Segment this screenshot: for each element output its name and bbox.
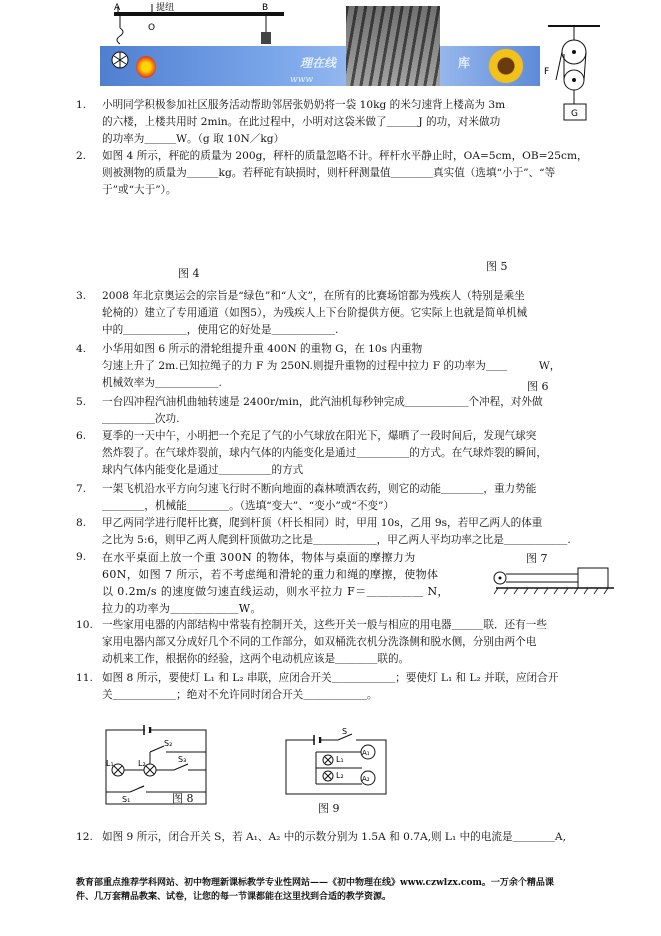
question-number: 6. — [76, 430, 87, 442]
circuit8-label-l2: L₂ — [138, 759, 146, 768]
question-6 — [76, 428, 596, 479]
question-8 — [76, 515, 596, 549]
question-number: 1. — [76, 99, 87, 111]
question-line: 一些家用电器的内部结构中常装有控制开关，这些开关一般与相应的用电器＿＿＿联．还有一些 — [102, 619, 547, 631]
question-line: ＿＿＿＿，机械能＿＿＿＿。（选填“变大”、“变小”或“不变”） — [102, 500, 395, 512]
caption-fig4: 图 4 — [178, 267, 200, 280]
banner-text-1: 理在线 — [300, 56, 337, 70]
question-number: 2. — [76, 150, 87, 162]
figure-4-steelyard — [100, 0, 290, 72]
question-number: 10. — [76, 619, 93, 631]
question-line: 动机来工作，根据你的经验，这两个电动机应该是＿＿＿＿联的。 — [102, 653, 410, 665]
question-number: 9. — [76, 551, 87, 563]
sunflower-image — [484, 48, 528, 84]
question-line: 一台四冲程汽油机曲轴转速是 2400r/min，此汽油机每秒钟完成＿＿＿＿＿＿个冲程，对外做 — [102, 396, 543, 408]
circuit9-label-s: S — [342, 727, 348, 736]
caption-fig9: 图 9 — [318, 802, 340, 815]
question-3 — [76, 288, 596, 339]
question-line: 甲乙两同学进行爬杆比赛，爬到杆顶（杆长相同）时，甲用 10s，乙用 9s，若甲乙两人的体重 — [102, 517, 543, 529]
figure-5-ramp-photo — [346, 6, 440, 86]
question-line: 的六楼，上楼共用时 2min。在此过程中，小明对这袋米做了＿＿＿J 的功，对米做功 — [102, 116, 501, 128]
circuit9-label-l2: L₂ — [336, 771, 344, 780]
circuit9-label-a2: A₂ — [362, 775, 370, 783]
question-line: 60N，如图 7 所示，若不考虑绳和滑轮的重力和绳的摩擦，使物体 — [102, 568, 439, 581]
question-line: 于”或“大于”）。 — [102, 184, 177, 196]
question-line: 夏季的一天中午，小明把一个充足了气的小气球放在阳光下，爆晒了一段时间后，发现气球突 — [102, 430, 537, 442]
caption-fig6: 图 6 — [527, 380, 549, 393]
question-2 — [76, 148, 596, 199]
figure-8-circuit — [100, 722, 212, 810]
question-line: 小明同学积极参加社区服务活动帮助邻居张奶奶将一袋 10kg 的米匀速背上楼高为 3m — [102, 99, 506, 111]
question-line: 然炸裂了。在气球炸裂前，球内气体的内能变化是通过＿＿＿＿＿的方式。在气球炸裂的瞬间， — [102, 447, 547, 459]
banner-text-www: www — [290, 75, 314, 85]
footer-line: 件、几万套精品教案、试卷，让您的每一节课都能在这里找到合适的教学资源。 — [76, 892, 392, 902]
question-line: 如图 8 所示，要使灯 L₁ 和 L₂ 串联，应闭合开关＿＿＿＿＿＿；要使灯 L₁ 和 L₂ 并联，应闭合开 — [102, 672, 559, 684]
lever-label-knob: 提纽 — [156, 3, 175, 13]
circuit8-label-s1: S₁ — [122, 795, 131, 804]
question-number: 8. — [76, 517, 87, 529]
circuit8-label-s3: S₃ — [178, 755, 187, 764]
figure-7-pulley-table — [486, 566, 616, 606]
question-line: 如图 9 所示，闭合开关 S，若 A₁、A₂ 中的示数分别为 1.5A 和 0.7A,则 L₁ 中的电流是＿＿＿＿A, — [102, 831, 566, 843]
pulley-label-g: G — [571, 109, 578, 119]
pulley-label-f: F — [544, 67, 550, 77]
lever-label-b: B — [262, 3, 269, 13]
question-line: 的功率为＿＿＿W。（g 取 10N／kg） — [102, 133, 285, 145]
question-number: 3. — [76, 290, 87, 302]
question-number: 11. — [76, 672, 93, 684]
question-5 — [76, 394, 596, 428]
footer-line: 教育部重点推荐学科网站、初中物理新课标教学专业性网站——《初中物理在线》www.czwlzx.com。一万余个精品课 — [76, 878, 554, 888]
question-10 — [76, 617, 596, 668]
question-line: 匀速上升了 2m.已知拉绳子的力 F 为 250N.则提升重物的过程中拉力 F 的功率为＿＿ W， — [102, 360, 561, 372]
question-line: ＿＿＿＿＿次功. — [102, 413, 180, 425]
question-number: 5. — [76, 396, 87, 408]
question-line: 2008 年北京奥运会的宗旨是“绿色”和“人文”，在所有的比赛场馆都为残疾人（特别是乘坐 — [102, 290, 525, 302]
question-line: 机械效率为＿＿＿＿＿＿. — [102, 377, 222, 389]
page-footer — [76, 876, 606, 904]
question-12 — [76, 829, 596, 846]
circuit9-label-l1: L₁ — [336, 755, 344, 764]
question-number: 4. — [76, 343, 87, 355]
circuit9-label-a1: A₁ — [362, 749, 370, 757]
caption-fig5: 图 5 — [486, 260, 508, 273]
question-line: 在水平桌面上放一个重 300N 的物体，物体与桌面的摩擦力为 — [102, 551, 416, 564]
question-line: 小华用如图 6 所示的滑轮组提升重 400N 的重物 G，在 10s 内重物 — [102, 343, 423, 355]
question-4 — [76, 341, 596, 392]
figure-9-circuit — [282, 722, 392, 800]
question-line: 以 0.2m/s 的速度做匀速直线运动，则水平拉力 F＝＿＿＿＿＿ N， — [102, 585, 449, 598]
lever-label-o: O — [148, 23, 156, 33]
question-line: 如图 4 所示，秤砣的质量为 200g，秤杆的质量忽略不计。秤杆水平静止时，OA=5cm，OB=25cm， — [102, 150, 588, 162]
question-number: 7. — [76, 483, 87, 495]
lever-label-a: A — [114, 3, 121, 13]
circuit8-label-l1: L₁ — [106, 759, 114, 768]
circuit8-label-s2: S₂ — [164, 739, 173, 748]
question-line: 轮椅的）建立了专用通道（如图5），为残疾人上下台阶提供方便。它实际上也就是简单机械 — [102, 307, 528, 319]
question-1 — [76, 97, 596, 148]
question-line: 之比为 5:6，则甲乙两人爬到杆顶做功之比是＿＿＿＿＿＿，甲乙两人平均功率之比是＿＿＿＿＿＿. — [102, 534, 571, 546]
question-line: 球内气体内能变化是通过＿＿＿＿＿的方式 — [102, 464, 304, 476]
question-7 — [76, 481, 596, 515]
question-number: 12. — [76, 831, 93, 843]
question-11 — [76, 670, 596, 704]
caption-fig8: 图 8 — [172, 792, 194, 805]
question-line: 家用电器内部又分成好几个不同的工作部分，如双桶洗衣机分洗涤侧和脱水侧，分别由两个电 — [102, 636, 537, 648]
question-line: 中的＿＿＿＿＿＿，使用它的好处是＿＿＿＿＿＿. — [102, 324, 339, 336]
question-line: 拉力的功率为＿＿＿＿＿＿W。 — [102, 602, 262, 615]
banner-text-2: 库 — [458, 56, 471, 70]
caption-fig7: 图 7 — [526, 552, 548, 565]
question-line: 关＿＿＿＿＿＿；绝对不允许同时闭合开关＿＿＿＿＿＿。 — [102, 689, 378, 701]
question-line: 则被测物的质量为＿＿＿kg。若秤砣有缺损时，则杆秤测量值＿＿＿＿真实值（选填“小于”、“等 — [102, 167, 556, 179]
question-line: 一架飞机沿水平方向匀速飞行时不断向地面的森林喷洒农药，则它的动能＿＿＿＿，重力势能 — [102, 483, 537, 495]
